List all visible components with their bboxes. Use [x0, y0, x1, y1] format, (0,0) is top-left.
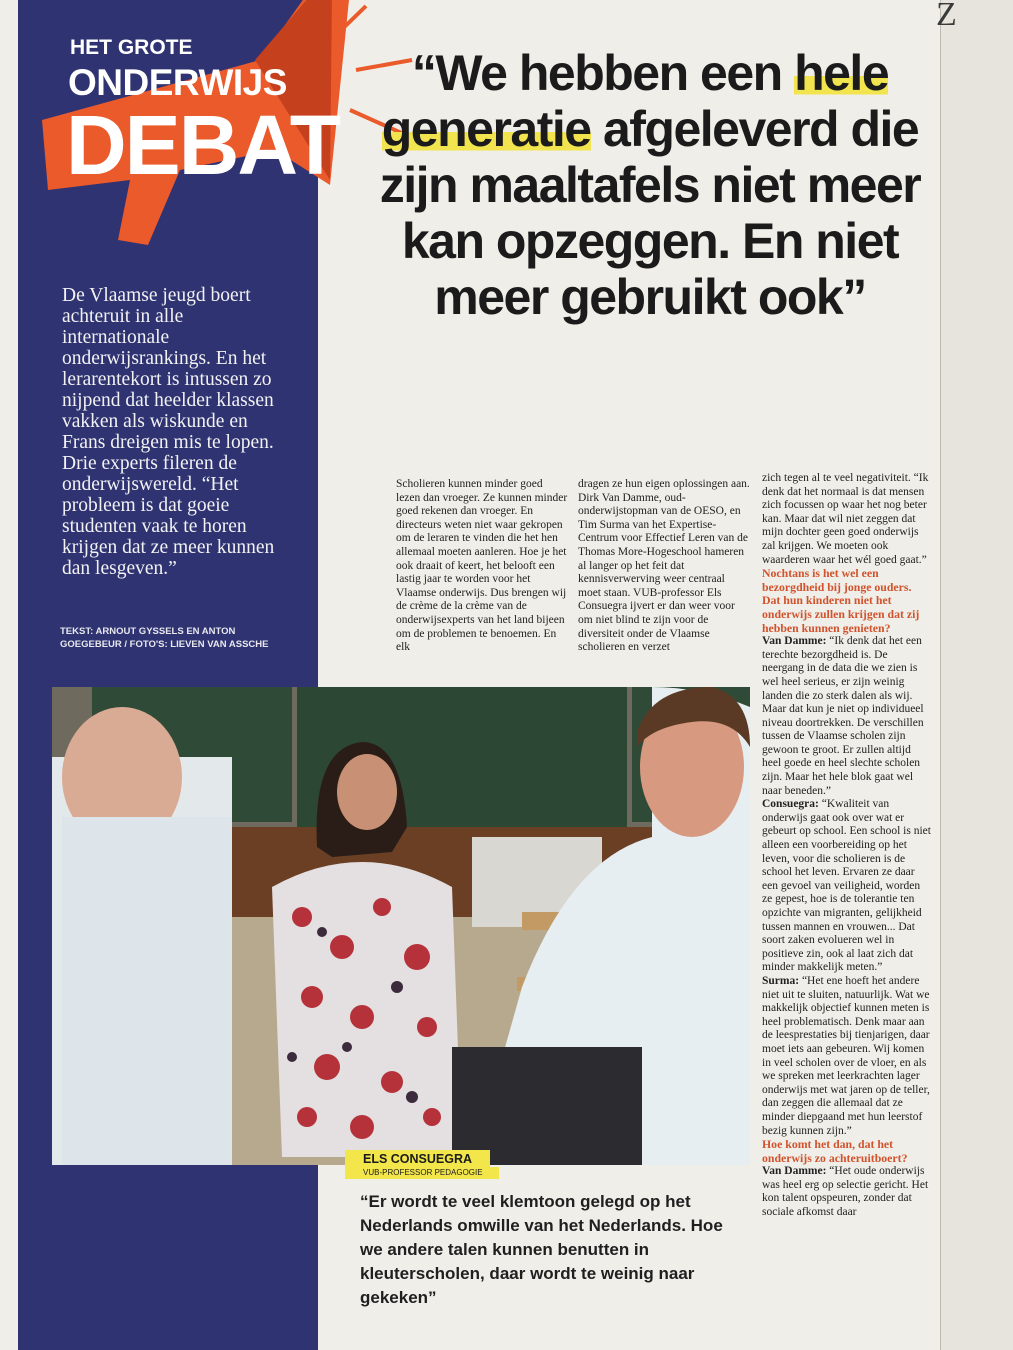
- answer-van-damme-2: [762, 1165, 932, 1219]
- answer-text: “Ik denk dat het een terechte bezorgdheid is. De neergang in de data die we zien is wel heel serieus, er zijn weinig landen die zo sterk dalen als wij. Maar dat kun je niet op individueel niveau doortrekken. De verschillen tussen de Vlaamse scholen zijn gewoon te groot. Er zullen altijd heel goede en heel slechte scholen zijn. Maar het hele blok gaat wel naar beneden.”: [762, 635, 924, 797]
- body-paragraph: zich tegen al te veel negativiteit. “Ik denk dat het normaal is dat mensen zich focussen op waar het nog beter kan. Maar dat wil niet zeggen dat mijn dochter geen goed onderwijs zal krijgen. We moeten ook waarderen waar het wél goed gaat.”: [762, 472, 929, 566]
- speaker-name: Consuegra:: [762, 798, 819, 811]
- answer-text: “Kwaliteit van onderwijs gaat ook over wat er gebeurt op school. Een school is niet alleen een voorbereiding op het leven, voor die scholieren is de school het leven. Ervaren ze daar een gevoel van veiligheid, worden ze gepest, hoe is de tolerantie ten opzichte van migranten, gelijkheid tussen mannen en vrouwen... Dat soort zaken evolueren wel in positieve zin, ook al laat zich dat minder makkelijk meten.”: [762, 798, 931, 974]
- headline-part-1: “We hebben een: [411, 45, 795, 101]
- answer-text: “Het oude onderwijs was heel erg op selectie gericht. Het kon talent opspeuren, zonder dat sociale afkomst daar: [762, 1165, 929, 1219]
- body-paragraph: Scholieren kunnen minder goed lezen dan vroeger. Ze kunnen minder goed rekenen dan vroeger. En directeurs weten niet waar gekropen om de leraren te vinden die het hen allemaal moeten aanleren. Hoe je het ook draait of keert, het belooft een lastig jaar te worden voor het Vlaamse onderwijs. Dus brengen wij de crème de la crème van de onderwijsexperts van het land bijeen om de problemen te benoemen. En elk: [396, 478, 568, 654]
- speaker-name: Surma:: [762, 974, 800, 987]
- photo-illustration: [52, 687, 750, 1165]
- body-column-1: [396, 478, 568, 655]
- answer-surma: [762, 975, 932, 1138]
- answer-van-damme: [762, 635, 932, 798]
- logo-line-2: ONDERWIJS: [68, 62, 287, 103]
- adjacent-page-letter: Z: [936, 0, 957, 33]
- answer-text: “Het ene hoeft het andere niet uit te sluiten, natuurlijk. Wat we makkelijk objectief kunnen meten is heel problematisch. Denk maar aan de leesprestaties bij tienjarigen, daar moet iets aan gebeuren. Wij komen in veel scholen over de vloer, en als we spreken met leerkrachten lager onderwijs met wat jaren op de teller, dan zeggen die allemaal dat ze minder diepgaand met hun leerstof bezig kunnen zijn.”: [762, 974, 930, 1137]
- interview-question: Nochtans is het wel een bezorgdheid bij jonge ouders. Dat hun kinderen niet het onderwijs zullen krijgen dat zij hebben kunnen genieten?: [762, 566, 920, 635]
- adjacent-page-edge: [940, 0, 1013, 1350]
- classroom-photo: [52, 687, 750, 1165]
- credits: TEKST: ARNOUT GYSSELS EN ANTON GOEGEBEUR / FOTO'S: LIEVEN VAN ASSCHE: [60, 626, 269, 650]
- speaker-name: Van Damme:: [762, 635, 827, 648]
- headline: [370, 45, 930, 325]
- logo-line-3: DEBAT: [66, 98, 340, 192]
- intro-text: De Vlaamse jeugd boert achteruit in alle internationale onderwijsrankings. En het lerarentekort is intussen zo nijpend dat heelder klassen vakken als wiskunde en Frans dreigen mis te lopen. Drie experts fileren de onderwijswereld. “Het probleem is dat goeie studenten vaak te horen krijgen dat ze meer kunnen dan lesgeven.”: [62, 285, 275, 579]
- headline-highlight: hele generatie: [381, 45, 889, 157]
- headline-part-2: afgeleverd die zijn maaltafels niet meer kan opzeggen. En niet meer gebruikt ook”: [379, 101, 921, 325]
- speaker-name: Van Damme:: [762, 1165, 827, 1178]
- caption-name: ELS CONSUEGRA: [345, 1150, 490, 1167]
- body-paragraph: dragen ze hun eigen oplossingen aan. Dirk Van Damme, oud-onderwijstopman van de OESO, en Tim Surma van het Expertise-Centrum voor Effectief Leren van de Thomas More-Hogeschool hameren al langer op het feit dat kennisverwerving weer centraal moet staan. VUB-professor Els Consuegra ijvert er dan weer voor om niet blind te zijn voor de diversiteit onder de Vlaamse scholieren en verzet: [578, 478, 750, 654]
- body-column-2: [578, 478, 750, 655]
- interview-question: Hoe komt het dan, dat het onderwijs zo achteruitboert?: [762, 1137, 908, 1165]
- caption-role: VUB-PROFESSOR PEDAGOGIE: [345, 1167, 499, 1179]
- answer-consuegra: [762, 798, 932, 975]
- logo-line-1: HET GROTE: [70, 36, 193, 59]
- pull-quote: “Er wordt te veel klemtoon gelegd op het Nederlands omwille van het Nederlands. Hoe we andere talen kunnen benutten in kleuterscholen, daar wordt te weinig naar gekeken”: [360, 1192, 723, 1307]
- body-column-3: [762, 472, 932, 1220]
